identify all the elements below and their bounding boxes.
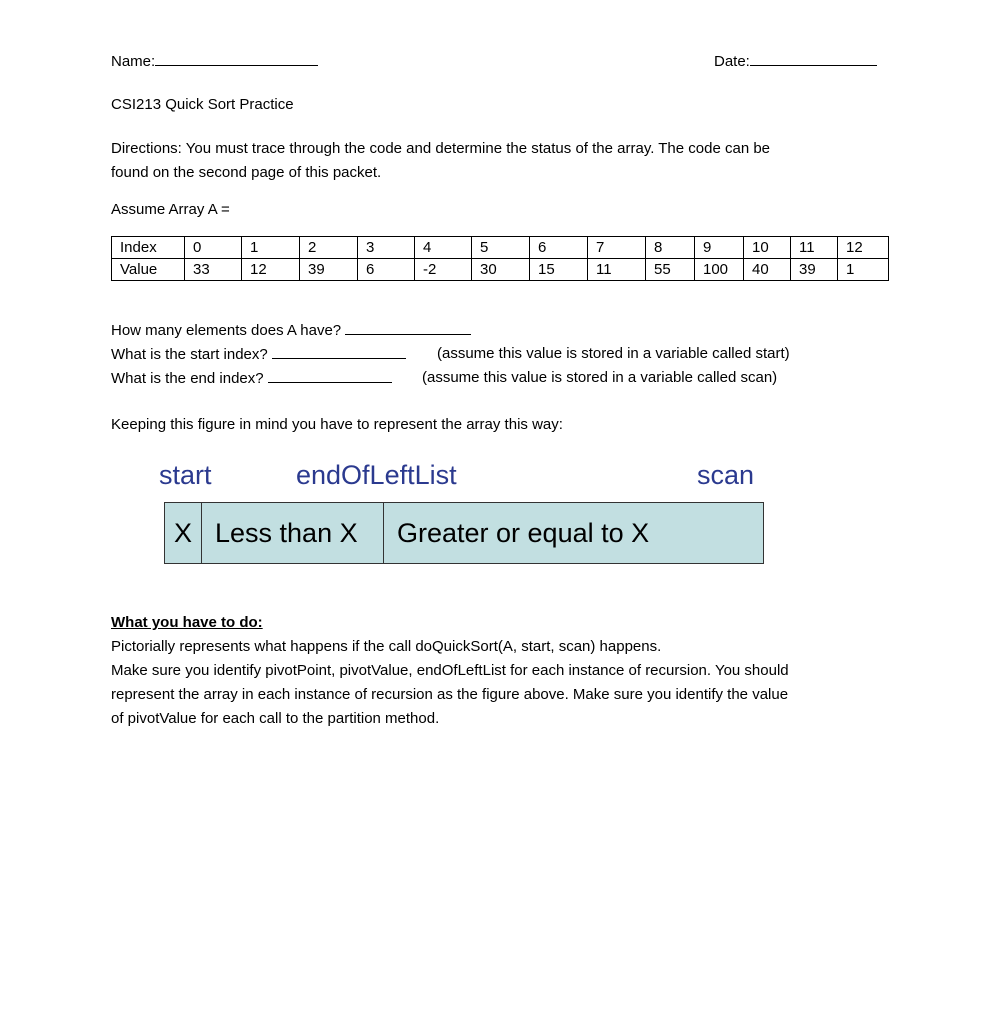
- index-row: [112, 237, 889, 259]
- array-table: [111, 236, 889, 281]
- partition-figure: [164, 502, 764, 564]
- question-elements-text: How many elements does A have?: [111, 322, 342, 339]
- index-header: Index: [112, 237, 185, 259]
- directions-line-1: Directions: You must trace through the code and determine the status of the array. The code can be: [111, 140, 771, 157]
- value-cell: 12: [242, 259, 300, 281]
- value-cell: 100: [695, 259, 744, 281]
- directions-line-2: found on the second page of this packet.: [111, 164, 382, 181]
- elements-blank: [345, 318, 471, 335]
- index-cell: 2: [300, 237, 358, 259]
- task-line-3: represent the array in each instance of recursion as the figure above. Make sure you identify the value: [111, 686, 789, 703]
- value-cell: 39: [300, 259, 358, 281]
- label-scan: scan: [697, 460, 755, 490]
- index-cell: 10: [744, 237, 791, 259]
- value-cell: 1: [838, 259, 889, 281]
- name-label: Name:: [111, 53, 156, 70]
- value-cell: 33: [185, 259, 242, 281]
- date-blank: [750, 49, 877, 66]
- task-line-1: Pictorially represents what happens if the call doQuickSort(A, start, scan) happens.: [111, 638, 662, 655]
- end-note: (assume this value is stored in a variable called scan): [422, 369, 778, 386]
- value-cell: 55: [646, 259, 695, 281]
- date-field: [714, 49, 877, 74]
- start-note: (assume this value is stored in a variable called start): [437, 345, 790, 362]
- value-row: [112, 259, 889, 281]
- value-cell: -2: [415, 259, 472, 281]
- value-cell: 11: [588, 259, 646, 281]
- question-elements: [111, 318, 471, 343]
- index-cell: 8: [646, 237, 695, 259]
- index-cell: 5: [472, 237, 530, 259]
- task-heading: What you have to do:: [111, 614, 263, 631]
- value-cell: 40: [744, 259, 791, 281]
- greater-equal-cell: Greater or equal to X: [397, 517, 650, 548]
- value-cell: 6: [358, 259, 415, 281]
- index-cell: 11: [791, 237, 838, 259]
- end-index-blank: [268, 366, 392, 383]
- assume-label: Assume Array A =: [111, 201, 230, 218]
- page-title: CSI213 Quick Sort Practice: [111, 96, 294, 113]
- index-cell: 9: [695, 237, 744, 259]
- name-field: [111, 49, 318, 74]
- value-cell: 39: [791, 259, 838, 281]
- value-cell: 15: [530, 259, 588, 281]
- task-line-2: Make sure you identify pivotPoint, pivotValue, endOfLeftList for each instance of recursion. You should: [111, 662, 789, 679]
- index-cell: 6: [530, 237, 588, 259]
- index-cell: 3: [358, 237, 415, 259]
- question-start-index: [111, 342, 406, 367]
- label-end-of-left-list: endOfLeftList: [296, 460, 457, 490]
- name-blank: [155, 49, 318, 66]
- task-line-4: of pivotValue for each call to the partition method.: [111, 710, 440, 727]
- label-start: start: [159, 460, 212, 490]
- less-than-cell: Less than X: [202, 503, 384, 563]
- index-cell: 7: [588, 237, 646, 259]
- question-end-index: [111, 366, 392, 391]
- question-start-text: What is the start index?: [111, 346, 268, 363]
- index-cell: 12: [838, 237, 889, 259]
- value-header: Value: [112, 259, 185, 281]
- question-end-text: What is the end index?: [111, 370, 264, 387]
- index-cell: 1: [242, 237, 300, 259]
- index-cell: 0: [185, 237, 242, 259]
- start-index-blank: [272, 342, 406, 359]
- index-cell: 4: [415, 237, 472, 259]
- figure-intro: Keeping this figure in mind you have to represent the array this way:: [111, 416, 563, 433]
- value-cell: 30: [472, 259, 530, 281]
- date-label: Date:: [714, 53, 750, 70]
- pivot-cell: X: [165, 503, 202, 563]
